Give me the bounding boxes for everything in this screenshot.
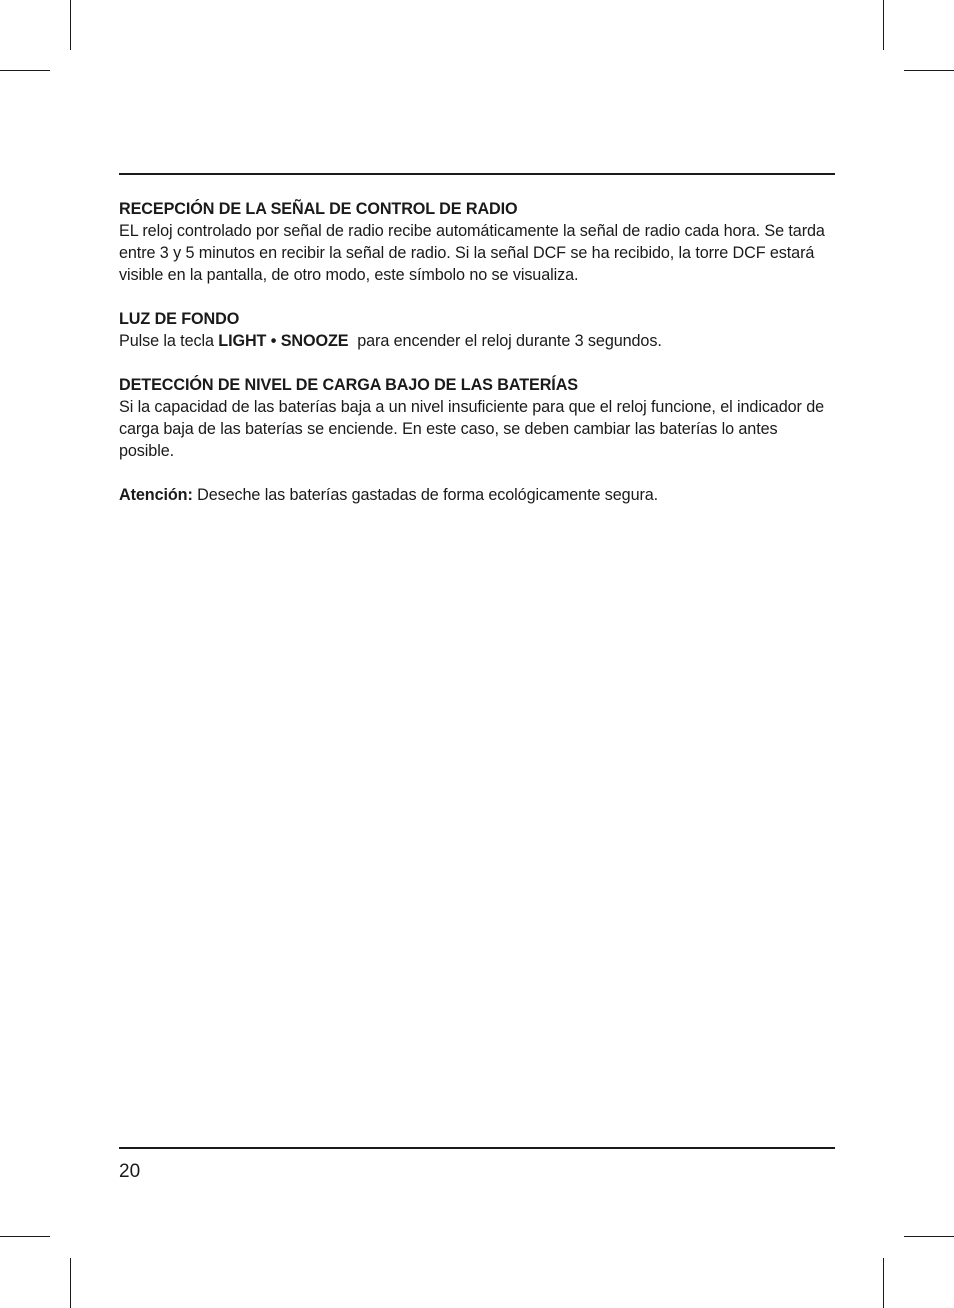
- footer-rule: [119, 1147, 835, 1149]
- crop-mark-bottom-right-vertical: [883, 1258, 884, 1308]
- section-heading: RECEPCIÓN DE LA SEÑAL DE CONTROL DE RADIO: [119, 200, 518, 218]
- section-backlight: [119, 308, 835, 352]
- crop-mark-bottom-right-horizontal: [904, 1236, 954, 1237]
- section-heading: DETECCIÓN DE NIVEL DE CARGA BAJO DE LAS BATERÍAS: [119, 376, 578, 394]
- key-label: LIGHT • SNOOZE: [218, 332, 349, 350]
- crop-mark-top-left-vertical: [70, 0, 71, 50]
- section-heading: LUZ DE FONDO: [119, 310, 240, 328]
- attention-text: Deseche las baterías gastadas de forma ecológicamente segura.: [192, 486, 659, 504]
- attention-label: Atención:: [119, 486, 193, 504]
- header-rule: [119, 173, 835, 175]
- section-body: Si la capacidad de las baterías baja a un nivel insuficiente para que el reloj funcione, el indicador de carga baja de las baterías se enciende. En este caso, se deben cambiar las baterías lo antes posible.: [119, 398, 825, 460]
- section-radio-signal: [119, 198, 835, 286]
- attention-note: [119, 484, 835, 506]
- crop-mark-top-left-horizontal: [0, 70, 50, 71]
- page-content: [119, 198, 835, 528]
- section-low-battery: [119, 374, 835, 462]
- crop-mark-bottom-left-horizontal: [0, 1236, 50, 1237]
- section-body: EL reloj controlado por señal de radio recibe automáticamente la señal de radio cada hora. Se tarda entre 3 y 5 minutos en recibir la señal de radio. Si la señal DCF se ha recibido, la torre DCF estará visible en la pantalla, de otro modo, este símbolo no se visualiza.: [119, 222, 825, 284]
- page-number: 20: [119, 1161, 141, 1182]
- section-body-prefix: Pulse la tecla: [119, 332, 219, 350]
- crop-mark-bottom-left-vertical: [70, 1258, 71, 1308]
- section-body-suffix: para encender el reloj durante 3 segundos.: [348, 332, 662, 350]
- crop-mark-top-right-horizontal: [904, 70, 954, 71]
- crop-mark-top-right-vertical: [883, 0, 884, 50]
